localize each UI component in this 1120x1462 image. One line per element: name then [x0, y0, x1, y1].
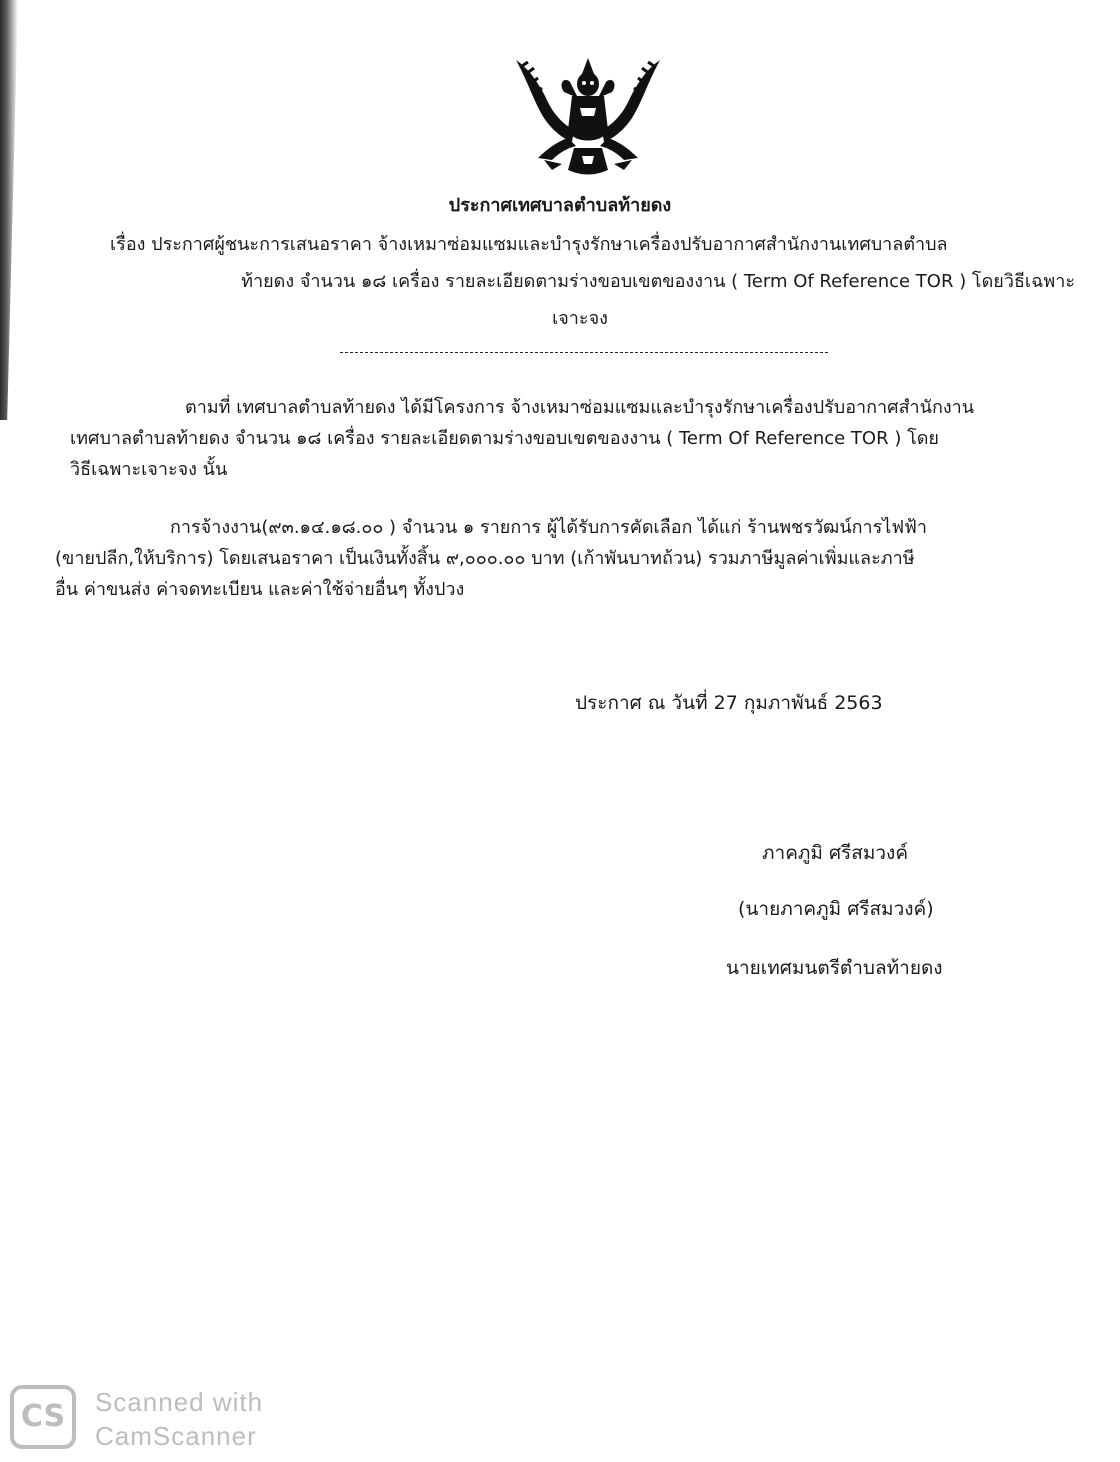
announcement-date: ประกาศ ณ วันที่ 27 กุมภาพันธ์ 2563: [575, 692, 883, 714]
watermark-line-2: CamScanner: [95, 1421, 257, 1451]
document-title: ประกาศเทศบาลตำบลท้ายดง: [448, 195, 672, 216]
paragraph-award-line-1: การจ้างงาน(๙๓.๑๔.๑๘.๐๐ ) จำนวน ๑ รายการ ผู้ได้รับการคัดเลือก ได้แก่ ร้านพชรวัฒน์การไฟฟ้า: [170, 517, 927, 538]
paragraph-award-line-2: (ขายปลีก,ให้บริการ) โดยเสนอราคา เป็นเงินทั้งสิ้น ๙,๐๐๐.๐๐ บาท (เก้าพันบาทถ้วน) รวมภาษีมูลค่าเพิ่มและภาษี: [55, 548, 915, 569]
subject-line-3: เจาะจง: [552, 308, 608, 329]
garuda-emblem-icon: [508, 52, 668, 178]
signatory-position: นายเทศมนตรีตำบลท้ายดง: [726, 957, 943, 979]
camscanner-watermark: [10, 1385, 310, 1455]
paragraph-project-line-1: ตามที่ เทศบาลตำบลท้ายดง ได้มีโครงการ จ้างเหมาซ่อมแซมและบำรุงรักษาเครื่องปรับอากาศสำนักงาน: [185, 397, 975, 418]
signatory-full-name: (นายภาคภูมิ ศรีสมวงค์): [738, 898, 934, 920]
subject-line-1: เรื่อง ประกาศผู้ชนะการเสนอราคา จ้างเหมาซ่อมแซมและบำรุงรักษาเครื่องปรับอากาศสำนักงานเทศบาลตำบล: [110, 234, 948, 255]
camscanner-text: [95, 1385, 263, 1453]
subject-block: [85, 226, 1075, 337]
paragraph-project-line-3: วิธีเฉพาะเจาะจง นั้น: [70, 459, 228, 480]
watermark-line-1: Scanned with: [95, 1387, 264, 1417]
signature-name: ภาคภูมิ ศรีสมวงค์: [762, 842, 909, 864]
paragraph-award-line-3: อื่น ค่าขนส่ง ค่าจดทะเบียน และค่าใช้จ่ายอื่นๆ ทั้งปวง: [55, 579, 465, 600]
subject-line-2: ท้ายดง จำนวน ๑๘ เครื่อง รายละเอียดตามร่างขอบเขตของงาน ( Term Of Reference TOR ) โดยวิธีเฉพาะ: [241, 271, 1075, 292]
camscanner-logo-icon: CS: [10, 1385, 76, 1449]
paragraph-project: [70, 392, 1080, 485]
paragraph-award: [55, 512, 1085, 605]
dashed-divider: [340, 352, 828, 353]
paragraph-project-line-2: เทศบาลตำบลท้ายดง จำนวน ๑๘ เครื่อง รายละเอียดตามร่างขอบเขตของงาน ( Term Of Reference TOR ) โดย: [70, 428, 939, 449]
